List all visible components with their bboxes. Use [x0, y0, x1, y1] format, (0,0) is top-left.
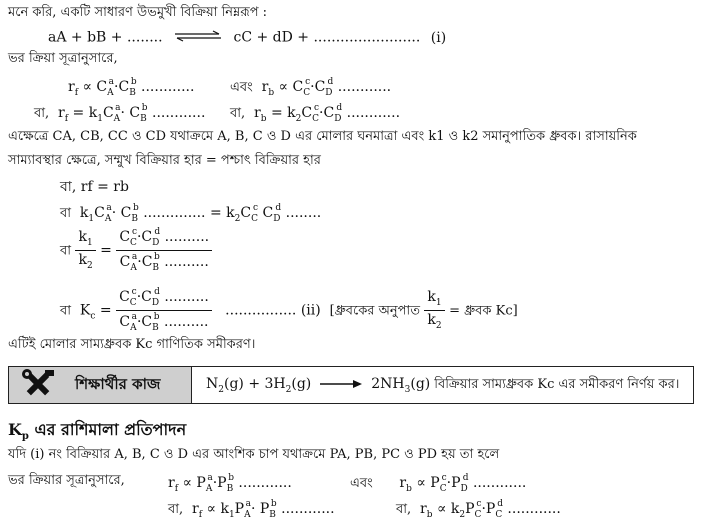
task-label-panel [9, 367, 192, 403]
step-3: বা $\frac{k_1}{k_2}$ = $\frac{C_C^c\cdot C_D^d ..........}{C_A^a\cdot C_B^b ..........}$ [60, 228, 212, 273]
step-1: বা, rf = rb [60, 179, 129, 195]
rb-proportional: এবং $r_b \propto C_C^c\cdot C_D^d$ ............ [230, 77, 392, 98]
rb-equation: বা, $r_b = k_2C_C^c\cdot C_D^d$ ............ [230, 103, 401, 124]
dots: ............ [152, 105, 206, 121]
task-product: $2NH_3(g)$ [371, 375, 431, 395]
reaction-tag: (i) [430, 29, 447, 46]
intro-line: মনে করি, একটি সাধারণ উভমুখী বিক্রিয়া নিম্নরূপ : [8, 5, 268, 20]
task-reactants: $N_2(g) + 3H_2(g)$ [206, 375, 312, 395]
kp-line-1: যদি (i) নং বিক্রিয়ার A, B, C ও D এর আংশিক চাপ যথাক্রমে PA, PB, PC ও PD হয় তা হলে [8, 447, 500, 462]
kp-rb-proportional: এবং $r_b \propto P_C^c\cdot P_D^d$ ............ [350, 473, 527, 494]
kc-fraction: $\frac{C_C^c\cdot C_D^d ..........}{C_A^a\cdot C_B^b ..........}$ [116, 288, 212, 333]
reaction-left: aA + bB + ........ [48, 29, 163, 46]
step-4: বা $K_c$ = $\frac{C_C^c\cdot C_D^d ..........}{C_A^a\cdot C_B^b ..........}$ ................ (ii) [ধ্রুবকের অনুপাত $\frac{k_1}{k_2}$ = ধ্রুবক Kc] [60, 287, 518, 333]
dots: ............ [141, 79, 195, 95]
dots: ............ [337, 79, 392, 95]
step-prefix: বা [60, 303, 72, 319]
arrow-right-icon [319, 377, 363, 393]
k-ratio-small: $\frac{k_1}{k_2}$ [424, 290, 444, 331]
rf-proportional: $r_f \propto C_A^a\cdot C_B^b$ ............ [68, 77, 195, 98]
ratio-note-end: = ধ্রুবক Kc] [449, 303, 518, 319]
kp-rb-equation: বা, $r_b \propto k_2P_C^c\cdot P_C^d$ ............ [396, 499, 561, 520]
task-instruction: বিক্রিয়ার সাম্যধ্রুবক Kc এর সমীকরণ নির্ণয় কর। [434, 376, 680, 392]
kp-rate-law: ভর ক্রিয়ার সূত্রানুসারে, [8, 473, 125, 488]
conc-ratio: $\frac{C_C^c\cdot C_D^d ..........}{C_A^a\cdot C_B^b ..........}$ [116, 228, 212, 273]
kp-section-title: $K_p$ এর রাশিমালা প্রতিপাদন [8, 420, 187, 442]
conclusion: এটিই মোলার সাম্যধ্রুবক Kc গাণিতিক সমীকরণ। [8, 337, 256, 352]
para-line-2: সাম্যাবস্থার ক্ষেত্রে, সম্মুখ বিক্রিয়ার হার = পশ্চাৎ বিক্রিয়ার হার [8, 153, 321, 168]
kp-rf-equation: বা, $r_f \propto k_1P_A^a\cdot P_B^b$ ............ [168, 499, 335, 520]
task-label: শিক্ষার্থীর কাজ [75, 374, 161, 393]
eq-tag: (ii) [300, 302, 321, 319]
rf-equation: বা, $r_f = k_1C_A^a\cdot C_B^b$ ............ [34, 103, 206, 124]
equilibrium-arrow-icon [173, 30, 223, 45]
step-prefix: বা [60, 206, 72, 221]
kp-rf-proportional: $r_f \propto P_A^a\cdot P_B^b$ ............ [168, 473, 292, 494]
ba-word: বা, [230, 106, 246, 121]
ba-word: বা, [34, 106, 50, 121]
task-content [192, 367, 693, 403]
ratio-note: [ধ্রুবকের অনুপাত [329, 303, 420, 319]
reaction-right: cC + dD + ........................ [233, 29, 421, 46]
para-line-1: এক্ষেত্রে CA, CB, CC ও CD যথাক্রমে A, B, C ও D এর মোলার ঘনমাত্রা এবং k1 ও k2 সমানুপাতিক ধ্রুবক। রাসায়নিক [8, 129, 637, 144]
ba-word: বা, [396, 502, 412, 517]
ba-word: বা, [168, 502, 184, 517]
dots: ............ [346, 105, 401, 121]
k-ratio: $\frac{k_1}{k_2}$ [75, 230, 95, 271]
tools-icon [21, 369, 55, 401]
rate-law-label: ভর ক্রিয়া সূত্রানুসারে, [8, 51, 118, 66]
general-reaction [48, 30, 446, 45]
student-task-box [8, 366, 694, 404]
step-2: বা $k_1C_A^a\cdot C_B^b$ .............. = $k_2C_C^c$ $C_D^d$ ........ [60, 203, 322, 224]
and-word: এবং [350, 476, 373, 491]
and-word: এবং [230, 80, 253, 95]
